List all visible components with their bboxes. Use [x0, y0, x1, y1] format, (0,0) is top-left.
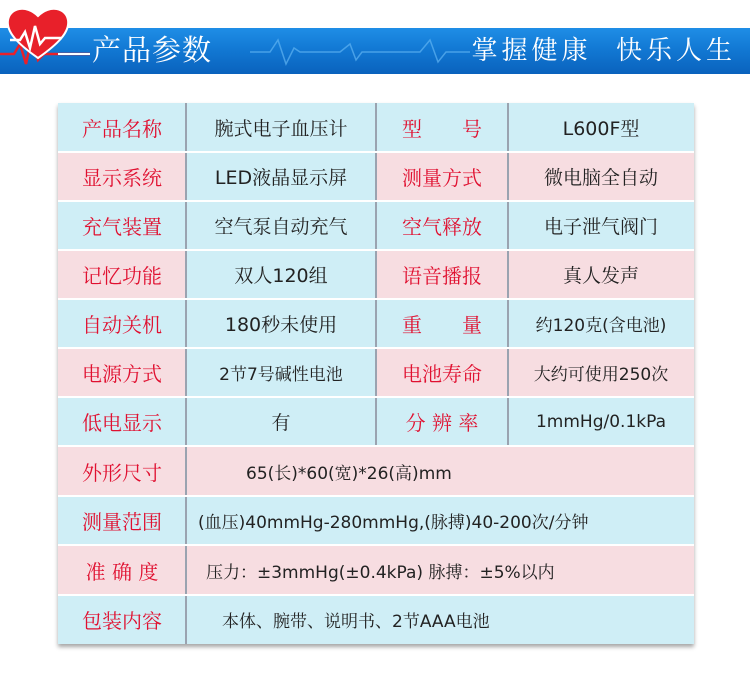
- param-label: 空气释放: [376, 201, 508, 250]
- params-table: [58, 103, 694, 644]
- grid-divider: [58, 594, 694, 596]
- banner-slogan: 掌握健康 快乐人生: [471, 36, 736, 66]
- param-label: 外形尺寸: [58, 446, 186, 496]
- param-label: 准 确 度: [58, 545, 186, 595]
- grid-divider: [58, 495, 694, 497]
- param-value: 腕式电子血压计: [186, 103, 376, 152]
- grid-divider: [58, 544, 694, 546]
- param-value: 65(长)*60(宽)*26(高)mm: [186, 446, 694, 496]
- grid-divider: [185, 103, 187, 644]
- param-label: 记忆功能: [58, 250, 186, 299]
- param-label: 分 辨 率: [376, 397, 508, 446]
- grid-divider: [58, 298, 694, 300]
- param-value: 2节7号碱性电池: [186, 348, 376, 397]
- param-value: 双人120组: [186, 250, 376, 299]
- param-label: 语音播报: [376, 250, 508, 299]
- param-value: 本体、腕带、说明书、2节AAA电池: [186, 595, 694, 644]
- grid-divider: [507, 103, 509, 446]
- grid-divider: [58, 445, 694, 447]
- param-value: L600F型: [508, 103, 694, 152]
- grid-divider: [58, 151, 694, 153]
- param-label: 低电显示: [58, 397, 186, 446]
- param-label: 充气装置: [58, 201, 186, 250]
- grid-divider: [58, 396, 694, 398]
- param-label: 包装内容: [58, 595, 186, 644]
- grid-divider: [375, 103, 377, 446]
- param-label: 测量方式: [376, 152, 508, 201]
- param-label: 产品名称: [58, 103, 186, 152]
- grid-divider: [58, 347, 694, 349]
- param-label: 显示系统: [58, 152, 186, 201]
- grid-divider: [58, 200, 694, 202]
- param-value: 电子泄气阀门: [508, 201, 694, 250]
- param-value: 约120克(含电池): [508, 299, 694, 348]
- param-value: 大约可使用250次: [508, 348, 694, 397]
- param-value: 微电脑全自动: [508, 152, 694, 201]
- param-value: 空气泵自动充气: [186, 201, 376, 250]
- param-label: 型 号: [376, 103, 508, 152]
- param-value: 真人发声: [508, 250, 694, 299]
- param-value: 1mmHg/0.1kPa: [508, 397, 694, 446]
- grid-divider: [58, 249, 694, 251]
- param-value: LED液晶显示屏: [186, 152, 376, 201]
- param-label: 电池寿命: [376, 348, 508, 397]
- header-banner: [0, 0, 750, 82]
- param-label: 测量范围: [58, 496, 186, 545]
- param-value: (血压)40mmHg-280mmHg,(脉搏)40-200次/分钟: [186, 496, 694, 545]
- param-label: 重 量: [376, 299, 508, 348]
- param-label: 自动关机: [58, 299, 186, 348]
- param-value: 有: [186, 397, 376, 446]
- banner-title: 产品参数: [92, 33, 213, 67]
- param-value: 180秒未使用: [186, 299, 376, 348]
- param-label: 电源方式: [58, 348, 186, 397]
- param-value: 压力：±3mmHg(±0.4kPa) 脉搏：±5%以内: [186, 545, 694, 595]
